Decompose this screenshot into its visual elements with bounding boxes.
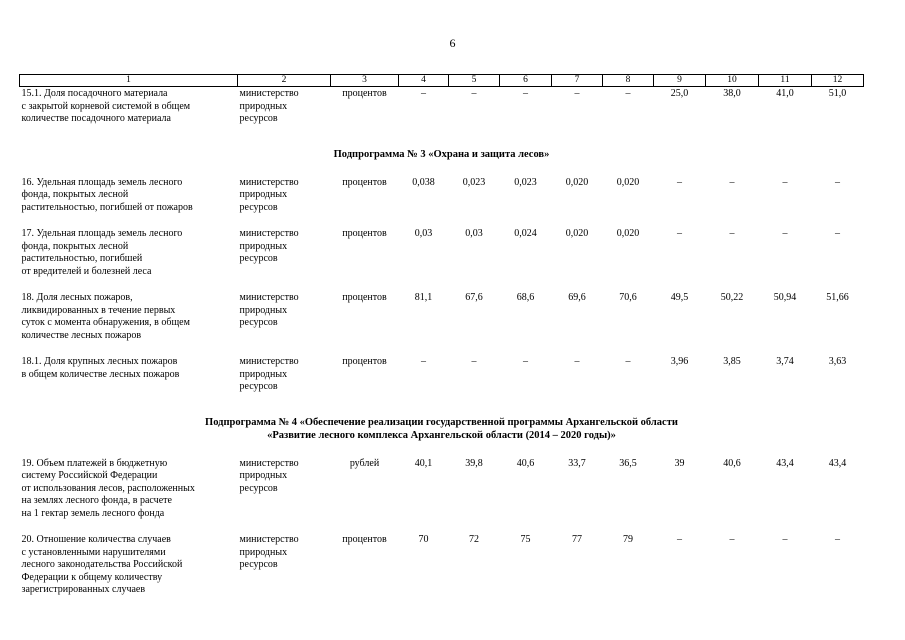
value-cell: 0,020 — [616, 176, 640, 188]
value-cell: 81,1 — [414, 292, 433, 303]
subprogram-heading: Подпрограмма № 3 «Охрана и защита лесов» — [333, 148, 550, 160]
responsible-cell: министерство природных ресурсов — [239, 88, 299, 124]
value-cell: 0,023 — [462, 176, 486, 188]
column-header: 1 — [20, 75, 238, 87]
value-cell: – — [471, 356, 477, 367]
value-cell: 33,7 — [568, 457, 586, 469]
table-row — [20, 458, 864, 535]
table-row — [20, 356, 864, 408]
value-cell: 51,0 — [828, 88, 847, 99]
column-header: 7 — [552, 75, 603, 87]
unit-cell: процентов — [342, 292, 387, 303]
unit-cell: процентов — [342, 176, 387, 188]
value-cell: 68,6 — [516, 292, 535, 303]
indicator-name-cell: 17. Удельная площадь земель лесного фонда, покрытых лесной растительностью, погибшей от вредителей и болезней леса — [21, 228, 183, 277]
value-cell: 41,0 — [776, 88, 794, 99]
column-header: 3 — [331, 75, 399, 87]
responsible-cell: министерство природных ресурсов — [239, 292, 299, 328]
value-cell: – — [523, 356, 528, 367]
value-cell: 40,1 — [414, 457, 433, 469]
responsible-cell: министерство природных ресурсов — [239, 356, 299, 392]
value-cell: – — [677, 176, 682, 188]
value-cell: – — [729, 228, 735, 239]
value-cell: 43,4 — [776, 457, 794, 469]
value-cell: 0,03 — [465, 228, 483, 239]
value-cell: 40,6 — [516, 457, 535, 469]
subprogram-heading-row — [20, 140, 864, 177]
column-header: 11 — [759, 75, 812, 87]
value-cell: 3,74 — [776, 356, 794, 367]
value-cell: 0,020 — [565, 176, 589, 188]
value-cell: 50,94 — [773, 292, 797, 303]
value-cell: 39 — [674, 457, 685, 469]
value-cell: – — [421, 356, 426, 367]
value-cell: 77 — [572, 534, 582, 545]
value-cell: – — [782, 228, 788, 239]
value-cell: – — [471, 88, 477, 99]
value-cell: 49,5 — [670, 292, 689, 303]
value-cell: 79 — [623, 534, 633, 545]
value-cell: – — [729, 176, 735, 188]
column-header: 8 — [603, 75, 654, 87]
value-cell: – — [782, 534, 788, 545]
unit-cell: процентов — [342, 356, 387, 367]
value-cell: – — [574, 356, 580, 367]
unit-cell: процентов — [342, 88, 387, 99]
column-header: 2 — [238, 75, 331, 87]
value-cell: – — [625, 88, 631, 99]
column-header: 4 — [399, 75, 449, 87]
indicators-table — [19, 74, 864, 611]
value-cell: 50,22 — [720, 292, 744, 303]
value-cell: 70,6 — [619, 292, 637, 303]
responsible-cell: министерство природных ресурсов — [239, 228, 299, 264]
value-cell: 3,63 — [828, 356, 847, 367]
value-cell: 39,8 — [465, 457, 483, 469]
value-cell: 72 — [469, 534, 479, 545]
value-cell: 75 — [520, 534, 531, 545]
subprogram-heading-row — [20, 408, 864, 458]
value-cell: 38,0 — [723, 88, 741, 99]
indicator-name-cell: 19. Объем платежей в бюджетную систему Российской Федерации от использования лесов, расположенных на землях лесного фонда, в расчете на 1 гектар земель лесного фонда — [21, 457, 195, 519]
indicator-name-cell: 16. Удельная площадь земель лесного фонда, покрытых лесной растительностью, погибшей от пожаров — [21, 176, 193, 213]
table-row — [20, 177, 864, 229]
value-cell: 51,66 — [826, 292, 849, 303]
value-cell: 0,024 — [514, 228, 537, 239]
indicator-name-cell: 18. Доля лесных пожаров, ликвидированных в течение первых суток с момента обнаружения, в общем количестве лесных пожаров — [21, 292, 190, 341]
column-header: 12 — [812, 75, 864, 87]
value-cell: 3,96 — [670, 356, 689, 367]
indicator-name-cell: 18.1. Доля крупных лесных пожаров в общем количестве лесных пожаров — [21, 356, 180, 380]
unit-cell: процентов — [342, 534, 387, 545]
value-cell: 40,6 — [723, 457, 741, 469]
column-header: 6 — [500, 75, 552, 87]
value-cell: 0,03 — [414, 228, 433, 239]
value-cell: 67,6 — [465, 292, 483, 303]
value-cell: – — [729, 534, 735, 545]
column-header: 10 — [706, 75, 759, 87]
value-cell: – — [677, 534, 682, 545]
responsible-cell: министерство природных ресурсов — [239, 457, 299, 494]
value-cell: 0,020 — [616, 228, 640, 239]
value-cell: – — [835, 228, 840, 239]
value-cell: 43,4 — [828, 457, 847, 469]
value-cell: 3,85 — [723, 356, 741, 367]
value-cell: – — [782, 176, 788, 188]
table-body — [20, 87, 864, 611]
value-cell: – — [835, 176, 840, 188]
column-header: 9 — [654, 75, 706, 87]
value-cell: – — [677, 228, 682, 239]
value-cell: 25,0 — [670, 88, 689, 99]
value-cell: 69,6 — [568, 292, 586, 303]
indicator-name-cell: 20. Отношение количества случаев с установленными нарушителями лесного законодательства Российской Федерации к общему количеству зарегистрированных случаев — [21, 534, 183, 595]
value-cell: 0,020 — [565, 228, 589, 239]
value-cell: – — [523, 88, 528, 99]
value-cell: 70 — [418, 534, 429, 545]
responsible-cell: министерство природных ресурсов — [239, 176, 299, 213]
table-row — [20, 292, 864, 356]
table-row — [20, 534, 864, 611]
value-cell: 36,5 — [619, 457, 637, 469]
unit-cell: рублей — [349, 457, 380, 469]
value-cell: – — [574, 88, 580, 99]
subprogram-heading: Подпрограмма № 4 «Обеспечение реализации государственной программы Архангельской области «Развитие лесного комплекса Архангельской области (2014 – 2020 годы)» — [205, 416, 678, 441]
value-cell: – — [835, 534, 840, 545]
value-cell: – — [421, 88, 426, 99]
responsible-cell: министерство природных ресурсов — [239, 534, 299, 570]
table-row — [20, 228, 864, 292]
value-cell: 0,038 — [412, 176, 435, 188]
table-row — [20, 87, 864, 140]
column-number-row — [20, 75, 864, 87]
page-number: 6 — [449, 36, 456, 50]
unit-cell: процентов — [342, 228, 387, 239]
value-cell: – — [625, 356, 631, 367]
value-cell: 0,023 — [514, 176, 537, 188]
column-header: 5 — [449, 75, 500, 87]
indicator-name-cell: 15.1. Доля посадочного материала с закрытой корневой системой в общем количестве посадочного материала — [21, 88, 191, 124]
